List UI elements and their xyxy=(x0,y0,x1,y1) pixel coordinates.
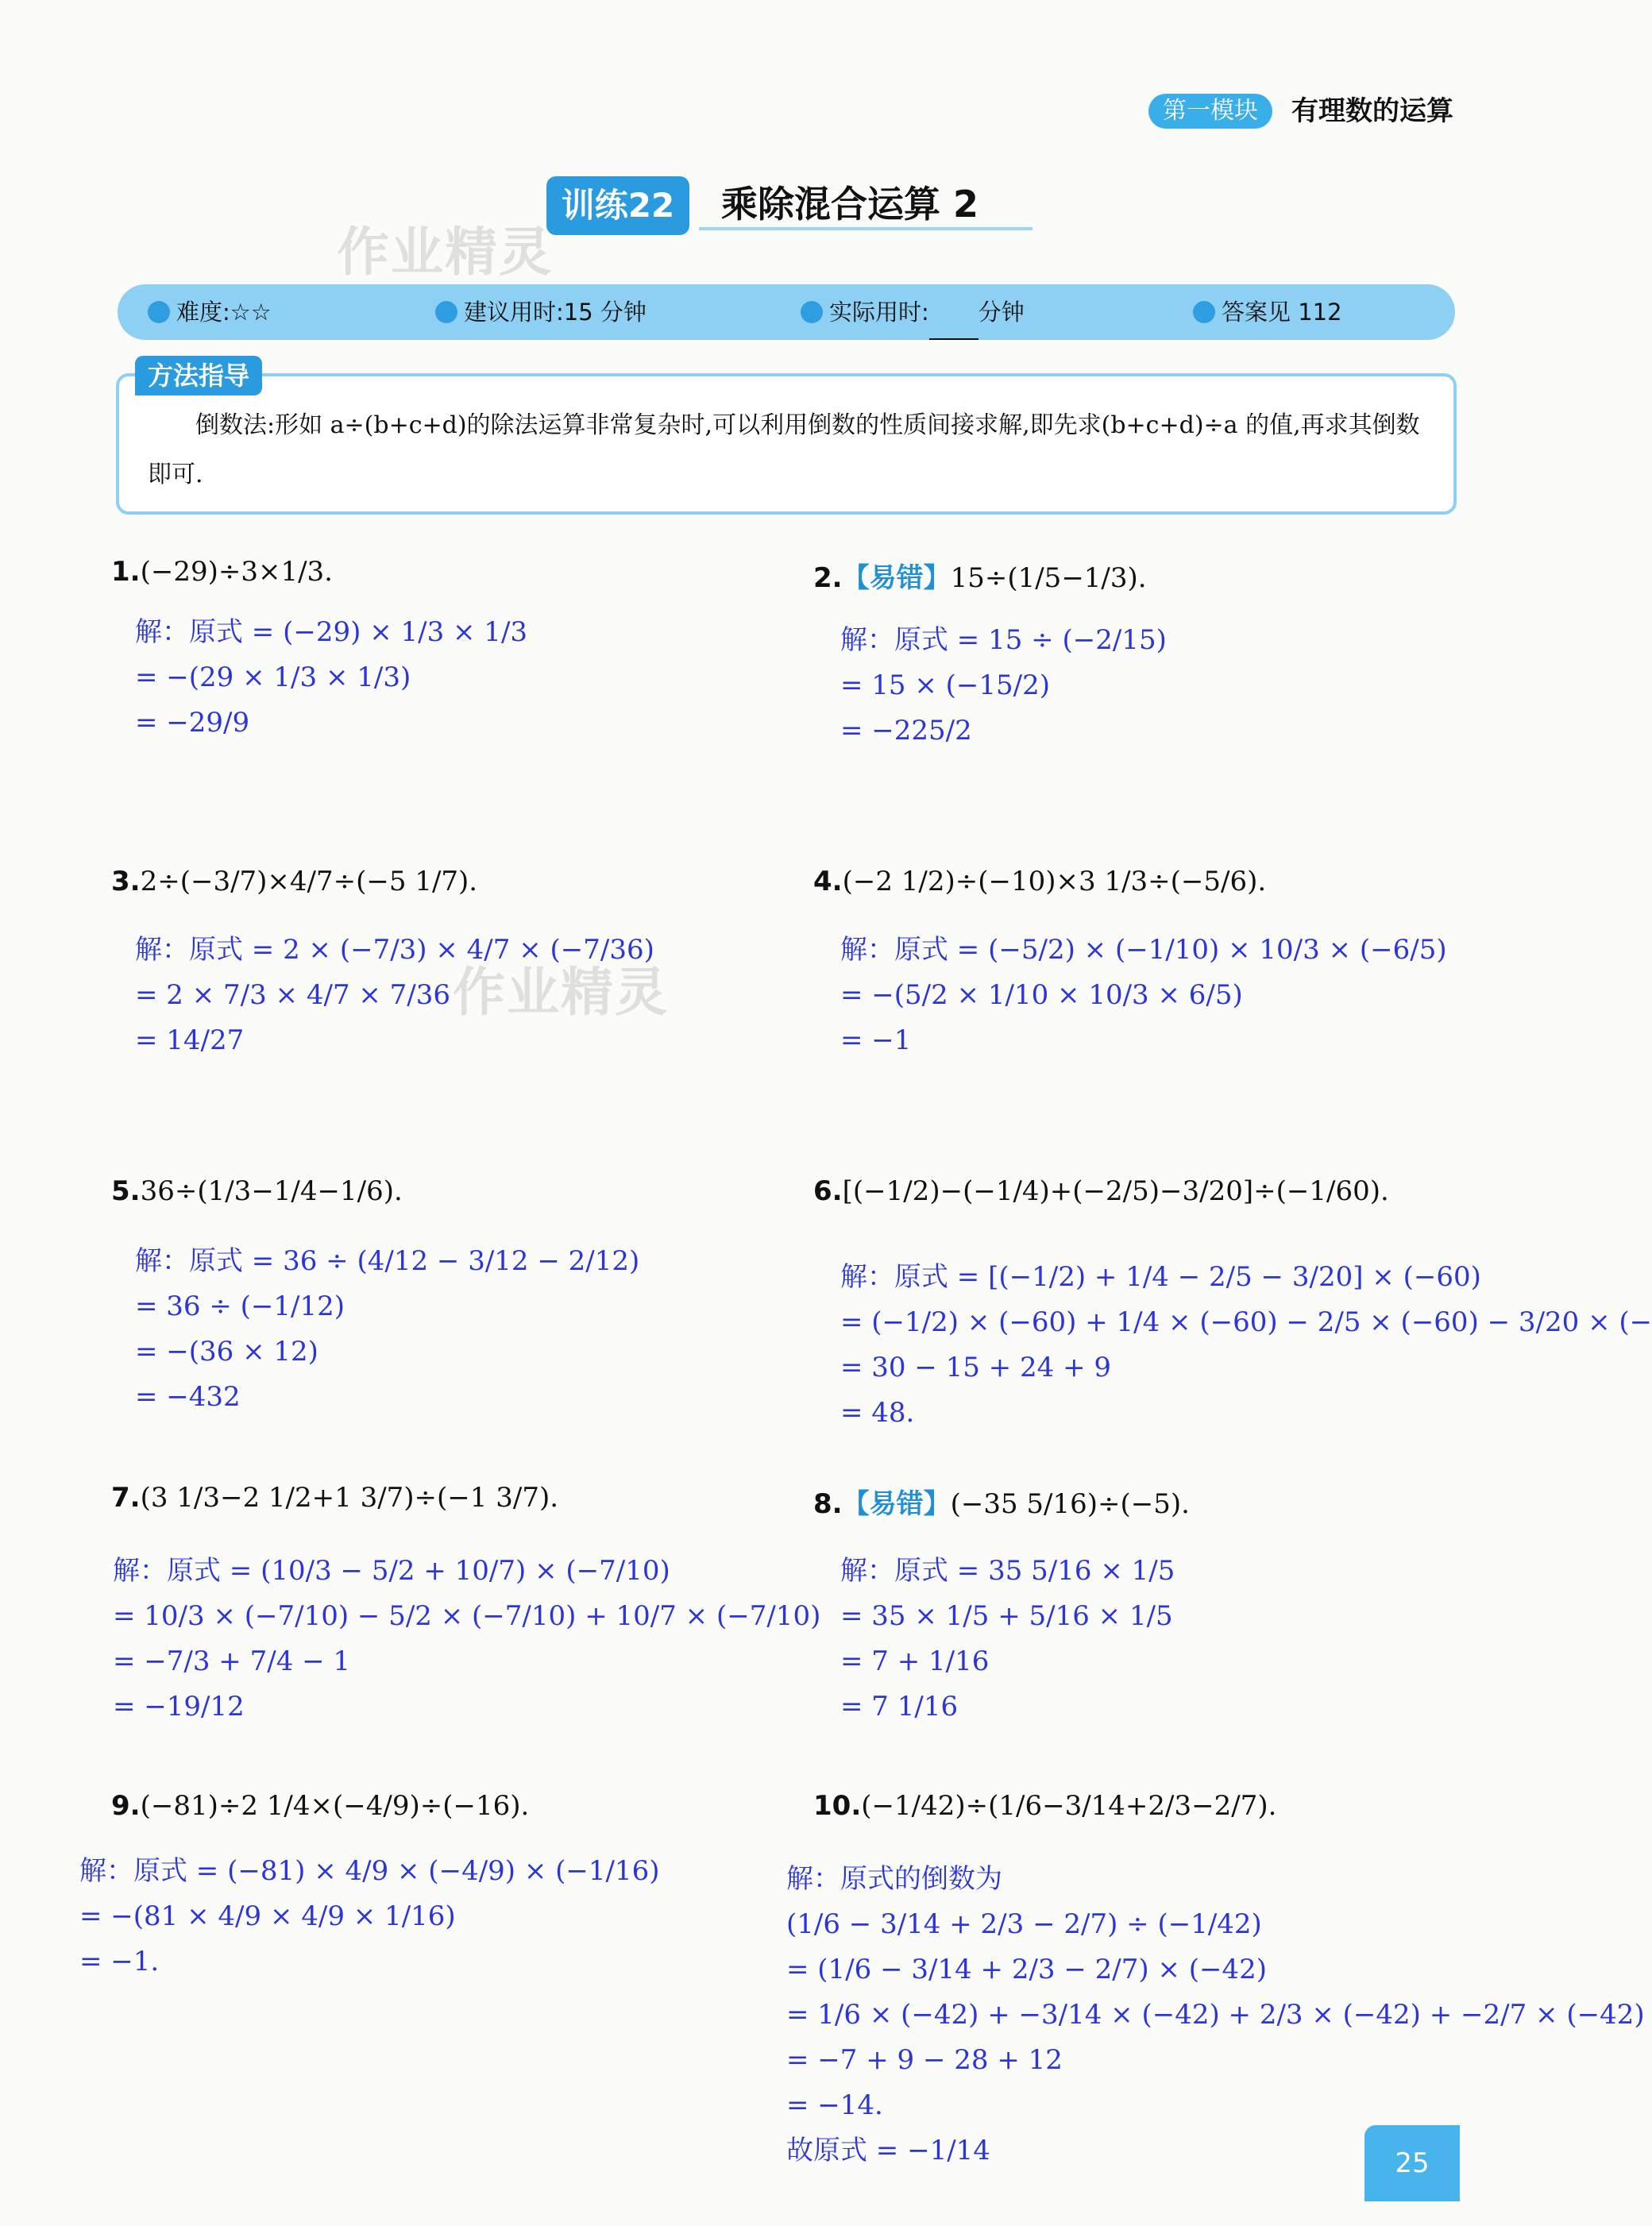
solution-8: 解：原式 = 35 5/16 × 1/5 = 35 × 1/5 + 5/16 × 1/5 = 7 + 1/16 = 7 1/16 xyxy=(840,1555,1175,1723)
problem-1: 1.(−29)÷3×1/3. xyxy=(111,556,333,588)
problem-6: 6.[(−1/2)−(−1/4)+(−2/5)−3/20]÷(−1/60). xyxy=(813,1175,1389,1207)
page-title: 乘除混合运算 2 xyxy=(721,183,979,226)
solution-3: 解：原式 = 2 × (−7/3) × 4/7 × (−7/36) = 2 × 7/3 × 4/7 × 7/36 = 14/27 xyxy=(135,934,654,1056)
watermark-2: 作业精灵 xyxy=(453,962,669,1023)
solution-2: 解：原式 = 15 ÷ (−2/15) = 15 × (−15/2) = −225/2 xyxy=(840,624,1167,747)
problem-10: 10.(−1/42)÷(1/6−3/14+2/3−2/7). xyxy=(813,1790,1277,1822)
info-bar xyxy=(118,284,1455,340)
timer-icon xyxy=(801,301,823,323)
problem-7: 7.(3 1/3−2 1/2+1 3/7)÷(−1 3/7). xyxy=(111,1482,559,1514)
solution-9: 解：原式 = (−81) × 4/9 × (−4/9) × (−1/16) = −(81 × 4/9 × 4/9 × 1/16) = −1. xyxy=(79,1855,660,1977)
actual-time-blank[interactable] xyxy=(929,314,978,340)
solution-4: 解：原式 = (−5/2) × (−1/10) × 10/3 × (−6/5) = −(5/2 × 1/10 × 10/3 × 6/5) = −1 xyxy=(840,934,1447,1056)
watermark: 作业精灵 xyxy=(337,222,553,283)
title-underline xyxy=(699,227,1032,230)
check-icon xyxy=(1193,301,1215,323)
actual-time: 实际用时: 分钟 xyxy=(801,284,1025,340)
problem-2: 2.【易错】15÷(1/5−1/3). xyxy=(813,562,1147,594)
problem-5: 5.36÷(1/3−1/4−1/6). xyxy=(111,1175,403,1207)
clock-icon xyxy=(435,301,457,323)
solution-6: 解：原式 = [(−1/2) + 1/4 − 2/5 − 3/20] × (−60) = (−1/2) × (−60) + 1/4 × (−60) − 2/5 × (−60) − 3/20 × (− = 30 − 15 + 24 + 9 = 48. xyxy=(840,1261,1652,1429)
page-number: 25 xyxy=(1364,2125,1460,2201)
problem-4: 4.(−2 1/2)÷(−10)×3 1/3÷(−5/6). xyxy=(813,866,1267,897)
method-tag: 方法指导 xyxy=(135,356,262,395)
problem-9: 9.(−81)÷2 1/4×(−4/9)÷(−16). xyxy=(111,1790,530,1822)
problem-3: 3.2÷(−3/7)×4/7÷(−5 1/7). xyxy=(111,866,478,897)
module-title: 有理数的运算 xyxy=(1291,95,1453,127)
difficulty: 难度:☆☆ xyxy=(148,284,272,340)
solution-5: 解：原式 = 36 ÷ (4/12 − 3/12 − 2/12) = 36 ÷ (−1/12) = −(36 × 12) = −432 xyxy=(135,1245,640,1413)
answer-ref: 答案见 112 xyxy=(1193,284,1342,340)
problem-8: 8.【易错】(−35 5/16)÷(−5). xyxy=(813,1488,1190,1520)
solution-10: 解：原式的倒数为 (1/6 − 3/14 + 2/3 − 2/7) ÷ (−1/42) = (1/6 − 3/14 + 2/3 − 2/7) × (−42) = 1/6 × (−42) + −3/14 × (−42) + 2/3 × (−42) + −2/7 × (−42) = −7 + 9 − 28 + 12 = −14. 故原式 = −1/14 xyxy=(786,1863,1645,2166)
suggested-time: 建议用时:15 分钟 xyxy=(435,284,647,340)
module-badge: 第一模块 xyxy=(1148,94,1272,129)
solution-7: 解：原式 = (10/3 − 5/2 + 10/7) × (−7/10) = 10/3 × (−7/10) − 5/2 × (−7/10) + 10/7 × (−7/10) = −7/3 + 7/4 − 1 = −19/12 xyxy=(113,1555,821,1723)
method-text: 倒数法:形如 a÷(b+c+d)的除法运算非常复杂时,可以利用倒数的性质间接求解,即先求(b+c+d)÷a 的值,再求其倒数即可. xyxy=(148,411,1420,488)
signal-icon xyxy=(148,301,170,323)
training-badge: 训练22 xyxy=(546,176,689,235)
solution-1: 解：原式 = (−29) × 1/3 × 1/3 = −(29 × 1/3 × 1/3) = −29/9 xyxy=(135,616,528,739)
